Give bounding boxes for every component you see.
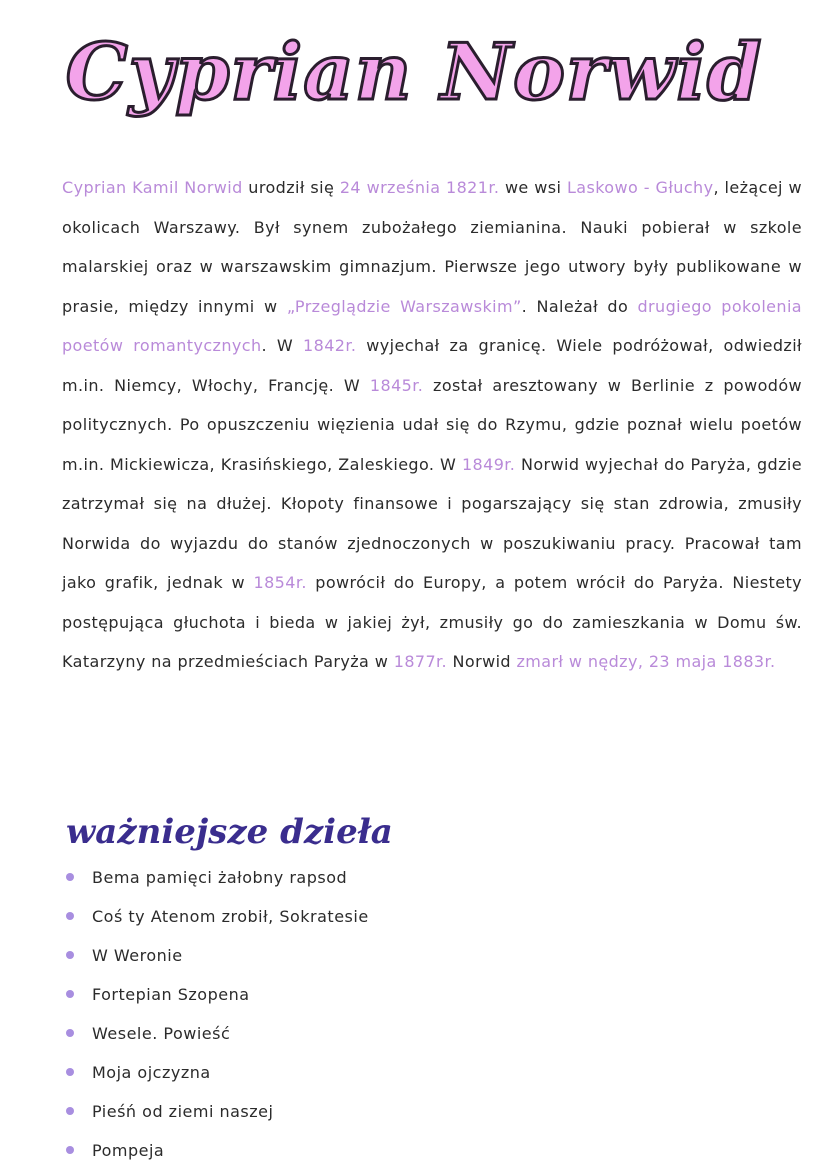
bio-segment: Cyprian Kamil Norwid	[62, 178, 243, 197]
bio-segment: 1849r.	[461, 454, 516, 474]
works-heading: ważniejsze dzieła	[66, 812, 393, 852]
bio-segment: 1877r.	[393, 652, 448, 671]
bio-segment: powrócił do Europy, a potem wrócił do Paryża. Niestety postępująca głuchota i bieda w jakiej żył, zmusiły go do zamieszkania w Domu św. Katarzyny na przedmieściach Paryża w	[62, 573, 803, 671]
bullet-icon	[66, 873, 74, 881]
list-item	[66, 897, 369, 936]
work-title: W Weronie	[92, 946, 183, 965]
bio-segment: urodził się	[242, 178, 340, 197]
bio-segment: został aresztowany w Berlinie z powodów politycznych. Po opuszczeniu więzienia udał się do Rzymu, gdzie poznał wielu poetów m.in. Mickiewicza, Krasińskiego, Zaleskiego. W	[62, 375, 802, 474]
work-title: Fortepian Szopena	[92, 985, 250, 1004]
work-title: Pieśń od ziemi naszej	[92, 1102, 274, 1121]
bio-segment: „Przeglądzie Warszawskim”	[286, 296, 522, 316]
list-item	[66, 858, 369, 897]
work-title: Coś ty Atenom zrobił, Sokratesie	[92, 907, 369, 926]
bio-segment: Norwid	[447, 652, 517, 671]
bio-segment: , leżącej w okolicach Warszawy. Był synem zubożałego ziemianina. Nauki pobierał w szkole malarskiej oraz w warszawskim gimnazjum. Pierwsze jego utwory były publikowane w prasie, między innymi w	[62, 178, 802, 316]
bio-segment: . W	[261, 336, 304, 355]
bullet-icon	[66, 951, 74, 959]
bio-segment: . Należał do	[521, 296, 638, 316]
list-item	[66, 1092, 369, 1131]
list-item	[66, 1014, 369, 1053]
bio-segment: we wsi	[499, 178, 567, 197]
page-title: Cyprian Norwid	[65, 27, 763, 118]
bio-segment: wyjechał za granicę. Wiele podróżował, odwiedził m.in. Niemcy, Włochy, Francję. W	[62, 336, 803, 395]
list-item	[66, 1131, 369, 1170]
bio-segment: drugiego pokolenia poetów romantycznych	[62, 296, 803, 355]
bio-segment: 1854r.	[253, 573, 307, 592]
work-title: Moja ojczyzna	[92, 1063, 211, 1082]
work-title: Bema pamięci żałobny rapsod	[92, 868, 348, 887]
bio-segment: 24 września 1821r.	[339, 178, 500, 197]
works-list	[66, 858, 369, 1170]
bio-segment: Laskowo - Głuchy	[566, 178, 714, 197]
bullet-icon	[66, 1107, 74, 1115]
bio-segment: zmarł w nędzy, 23 maja 1883r.	[516, 652, 776, 671]
bio-segment: 1842r.	[303, 336, 357, 355]
list-item	[66, 1053, 369, 1092]
bullet-icon	[66, 1029, 74, 1037]
bio-segment: Norwid wyjechał do Paryża, gdzie zatrzymał się na dłużej. Kłopoty finansowe i pogarszający się stan zdrowia, zmusiły Norwida do wyjazdu do stanów zjednoczonych w poszukiwaniu pracy. Pracował tam jako grafik, jednak w	[62, 454, 802, 592]
bullet-icon	[66, 1068, 74, 1076]
list-item	[66, 936, 369, 975]
biography-text	[62, 168, 802, 682]
bio-segment: 1845r.	[369, 375, 424, 395]
bullet-icon	[66, 990, 74, 998]
list-item	[66, 975, 369, 1014]
bullet-icon	[66, 1146, 74, 1154]
work-title: Wesele. Powieść	[92, 1024, 231, 1043]
bullet-icon	[66, 912, 74, 920]
work-title: Pompeja	[92, 1141, 165, 1160]
